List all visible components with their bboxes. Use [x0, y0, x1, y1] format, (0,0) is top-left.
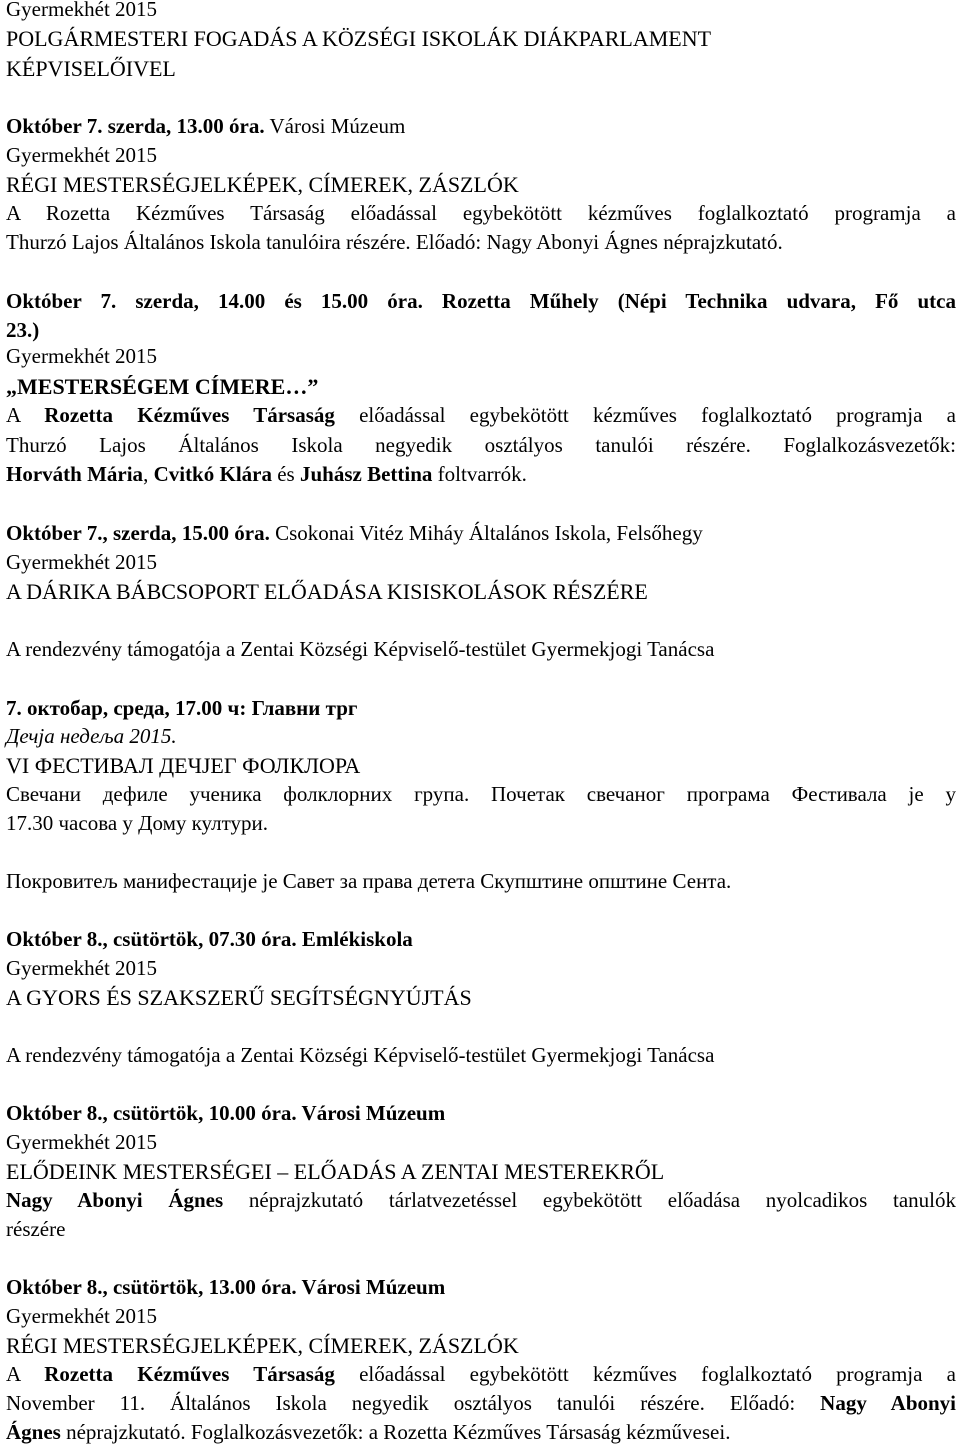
event-date-time: Október 8., csütörtök, 13.00 óra. Városi Múzeum	[6, 1275, 446, 1299]
event-location: Csokonai Vitéz Miháy Általános Iskola, Felsőhegy	[275, 521, 703, 545]
event-description	[6, 460, 527, 489]
event-date-time: 7. октобар, среда, 17.00 ч: Главни трг	[6, 696, 358, 720]
event-title: RÉGI MESTERSÉGJELKÉPEK, CÍMEREK, ZÁSZLÓK	[6, 172, 519, 197]
desc-text: A	[6, 1362, 21, 1386]
event-description	[6, 1418, 730, 1447]
event-date-time: 23.)	[6, 318, 40, 342]
desc-text: néprajzkutató. Foglalkozásvezetők: a Rozetta Kézműves Társaság kézművesei.	[66, 1420, 731, 1444]
organizer-name: Rozetta Kézműves Társaság	[44, 1362, 335, 1386]
event-when	[6, 1099, 445, 1128]
event-title: KÉPVISELŐIVEL	[6, 56, 176, 81]
event-when	[6, 287, 956, 316]
event-description	[6, 1389, 956, 1418]
event-title: VI ФЕСТИВАЛ ДЕЧЈЕГ ФОЛКЛОРА	[6, 753, 361, 778]
event-when	[6, 316, 39, 345]
series-label: Gyermekhét 2015	[6, 1304, 158, 1328]
event-description: Thurzó Lajos Általános Iskola tanulóira részére. Előadó: Nagy Abonyi Ágnes néprajzkutató.	[6, 230, 783, 254]
event-support: Покровитељ манифестације је Савет за права детета Скупштине општине Сента.	[6, 869, 732, 893]
event-when	[6, 112, 405, 141]
series-label: Gyermekhét 2015	[6, 1130, 158, 1154]
event-date-time: Október 8., csütörtök, 07.30 óra. Emlékiskola	[6, 927, 413, 951]
event-description: Свечани дефиле ученика фолклорних група. Почетак свечаног програма Фестивала је у	[6, 782, 956, 806]
event-description: Thurzó Lajos Általános Iskola negyedik osztályos tanulói részére. Foglalkozásvezetők:	[6, 433, 956, 457]
series-label	[6, 722, 177, 751]
event-when	[6, 925, 413, 954]
series-label: Gyermekhét 2015	[6, 344, 158, 368]
event-title	[6, 372, 318, 401]
event-description: részére	[6, 1217, 66, 1241]
event-title: POLGÁRMESTERI FOGADÁS A KÖZSÉGI ISKOLÁK DIÁKPARLAMENT	[6, 26, 712, 51]
event-description: 17.30 часова у Дому култури.	[6, 811, 268, 835]
event-date-time: Október 7., szerda, 15.00 óra.	[6, 521, 270, 545]
event-description	[6, 1186, 956, 1215]
presenter-name: Ágnes	[6, 1420, 61, 1444]
desc-text: A	[6, 403, 21, 427]
event-date-time: Október 7. szerda, 14.00 és 15.00 óra. Rozetta Műhely (Népi Technika udvara, Fő utca	[6, 289, 956, 313]
event-when	[6, 694, 357, 723]
event-description	[6, 401, 956, 430]
event-when	[6, 519, 703, 548]
desc-text: November 11. Általános Iskola negyedik osztályos tanulói részére. Előadó:	[6, 1391, 796, 1415]
series-label: Gyermekhét 2015	[6, 143, 158, 167]
presenter-name: Nagy Abonyi Ágnes	[6, 1188, 224, 1212]
event-when	[6, 1273, 445, 1302]
leader-name: Cvitkó Klára	[153, 462, 272, 486]
leader-name: Juhász Bettina	[299, 462, 433, 486]
event-location: Városi Múzeum	[269, 114, 406, 138]
event-date-time: Október 8., csütörtök, 10.00 óra. Városi Múzeum	[6, 1101, 446, 1125]
leader-name: Horváth Mária	[6, 462, 144, 486]
series-label: Gyermekhét 2015	[6, 956, 158, 980]
event-title: ELŐDEINK MESTERSÉGEI – ELŐADÁS A ZENTAI MESTEREKRŐL	[6, 1159, 665, 1184]
event-date-time: Október 7. szerda, 13.00 óra.	[6, 114, 265, 138]
desc-text: néprajzkutató tárlatvezetéssel egybekötött előadása nyolcadikos tanulók	[248, 1188, 957, 1212]
series-label: Gyermekhét 2015	[6, 550, 158, 574]
desc-text: előadással egybekötött kézműves foglalkoztató programja a	[359, 403, 956, 427]
event-title: A GYORS ÉS SZAKSZERŰ SEGÍTSÉGNYÚJTÁS	[6, 985, 472, 1010]
series-label: Gyermekhét 2015	[6, 0, 158, 21]
presenter-name: Nagy Abonyi	[820, 1391, 957, 1415]
event-support: A rendezvény támogatója a Zentai Községi Képviselő-testület Gyermekjogi Tanácsa	[6, 1043, 715, 1067]
desc-text: foltvarrók.	[437, 462, 527, 486]
event-title: A DÁRIKA BÁBCSOPORT ELŐADÁSA KISISKOLÁSOK RÉSZÉRE	[6, 579, 648, 604]
desc-text: és	[277, 462, 295, 486]
event-title-text: „MESTERSÉGEM CÍMERE…”	[6, 374, 319, 399]
event-description	[6, 1360, 956, 1389]
desc-text: ,	[143, 462, 149, 486]
series-label-text: Дечја недеља 2015.	[6, 724, 177, 748]
event-title: RÉGI MESTERSÉGJELKÉPEK, CÍMEREK, ZÁSZLÓK	[6, 1333, 519, 1358]
desc-text: előadással egybekötött kézműves foglalkoztató programja a	[359, 1362, 956, 1386]
organizer-name: Rozetta Kézműves Társaság	[44, 403, 335, 427]
event-support: A rendezvény támogatója a Zentai Községi Képviselő-testület Gyermekjogi Tanácsa	[6, 637, 715, 661]
event-description: A Rozetta Kézműves Társaság előadással egybekötött kézműves foglalkoztató programja a	[6, 201, 956, 225]
